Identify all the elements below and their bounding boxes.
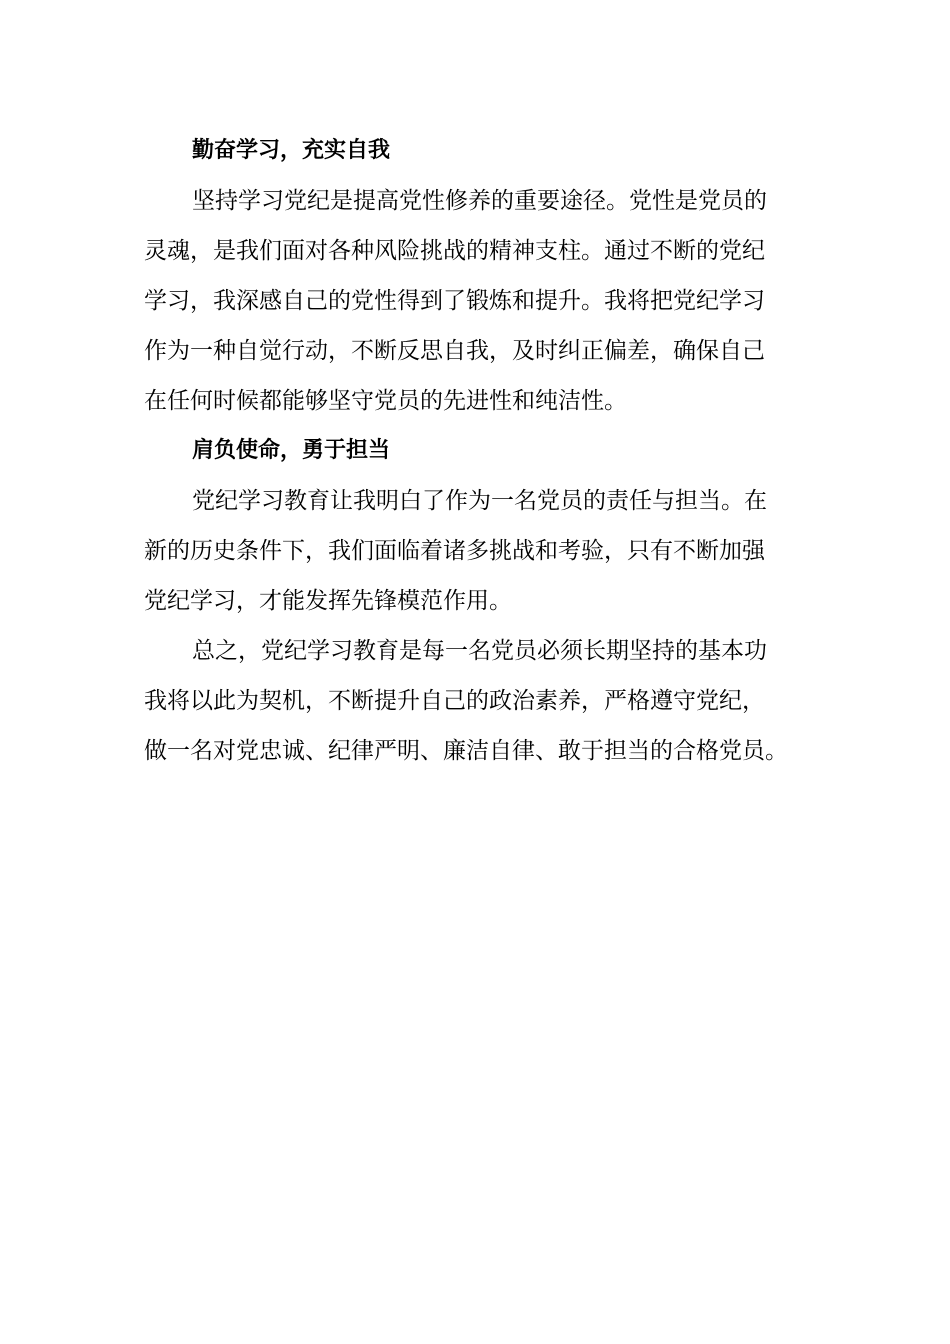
paragraph-line: 学习，我深感自己的党性得到了锻炼和提升。我将把党纪学习 <box>144 288 765 314</box>
paragraph-line: 做一名对党忠诚、纪律严明、廉洁自律、敢于担当的合格党员。 <box>144 738 788 764</box>
paragraph-line: 在任何时候都能够坚守党员的先进性和纯洁性。 <box>144 388 627 414</box>
paragraph-line: 总之，党纪学习教育是每一名党员必须长期坚持的基本功 <box>192 638 767 664</box>
paragraph-line: 党纪学习教育让我明白了作为一名党员的责任与担当。在 <box>192 488 767 514</box>
paragraph-line: 坚持学习党纪是提高党性修养的重要途径。党性是党员的 <box>192 188 767 214</box>
section-heading-study: 勤奋学习，充实自我 <box>192 138 391 163</box>
paragraph-line: 作为一种自觉行动，不断反思自我，及时纠正偏差，确保自己 <box>144 338 765 364</box>
document-body <box>144 126 808 776</box>
paragraph-study <box>144 176 808 426</box>
section-heading-mission: 肩负使命，勇于担当 <box>192 438 391 463</box>
paragraph-conclusion <box>144 626 808 776</box>
paragraph-line: 新的历史条件下，我们面临着诸多挑战和考验，只有不断加强 <box>144 538 765 564</box>
paragraph-mission <box>144 476 808 626</box>
paragraph-line: 灵魂，是我们面对各种风险挑战的精神支柱。通过不断的党纪 <box>144 238 765 264</box>
paragraph-line: 党纪学习，才能发挥先锋模范作用。 <box>144 588 512 614</box>
paragraph-line: 我将以此为契机，不断提升自己的政治素养，严格遵守党纪， <box>144 688 765 714</box>
